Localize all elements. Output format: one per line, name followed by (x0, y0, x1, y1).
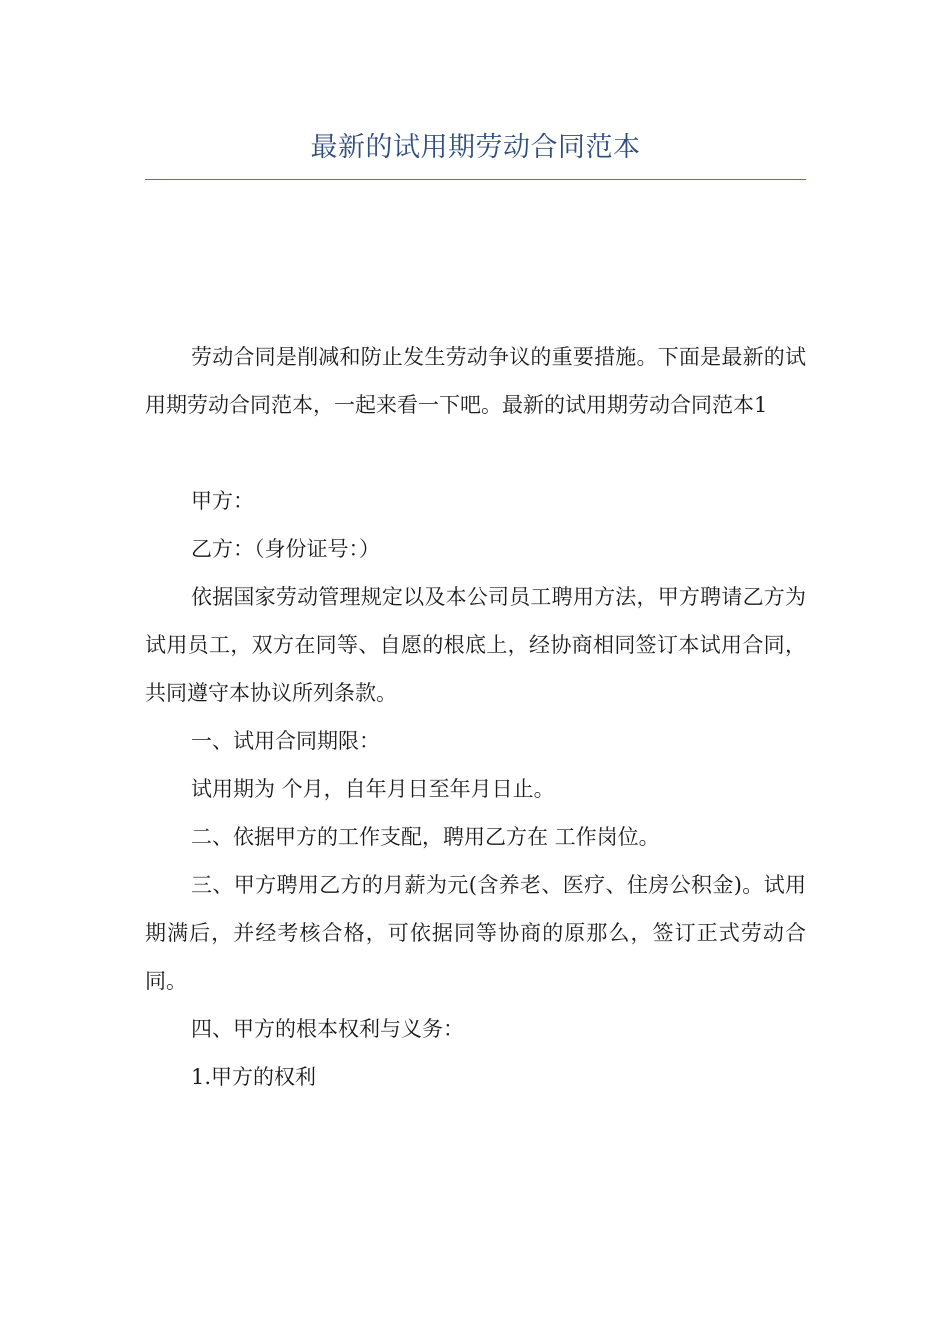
paragraph-section-3: 三、甲方聘用乙方的月薪为元(含养老、医疗、住房公积金)。试用期满后，并经考核合格，可依据同等协商的原那么，签订正式劳动合同。 (145, 873, 806, 993)
paragraph-party-a-rights: 1.甲方的权利 (191, 1065, 317, 1089)
paragraph-section-1-heading: 一、试用合同期限： (191, 729, 380, 753)
paragraph-probation-period: 试用期为 个月，自年月日至年月日止。 (191, 777, 555, 801)
paragraph-section-2: 二、依据甲方的工作支配，聘用乙方在 工作岗位。 (191, 825, 660, 849)
document-body (145, 333, 806, 1101)
paragraph-party-b: 乙方：（身份证号：） (191, 537, 380, 561)
paragraph-intro: 劳动合同是削减和防止发生劳动争议的重要措施。下面是最新的试用期劳动合同范本，一起来看一下吧。最新的试用期劳动合同范本1 (145, 345, 806, 417)
paragraph-basis: 依据国家劳动管理规定以及本公司员工聘用方法，甲方聘请乙方为试用员工，双方在同等、自愿的根底上，经协商相同签订本试用合同，共同遵守本协议所列条款。 (145, 585, 806, 705)
paragraph-party-a: 甲方： (191, 489, 254, 513)
title-underline (145, 179, 806, 180)
paragraph-section-4-heading: 四、甲方的根本权利与义务： (191, 1017, 464, 1041)
document-title: 最新的试用期劳动合同范本 (310, 132, 641, 163)
